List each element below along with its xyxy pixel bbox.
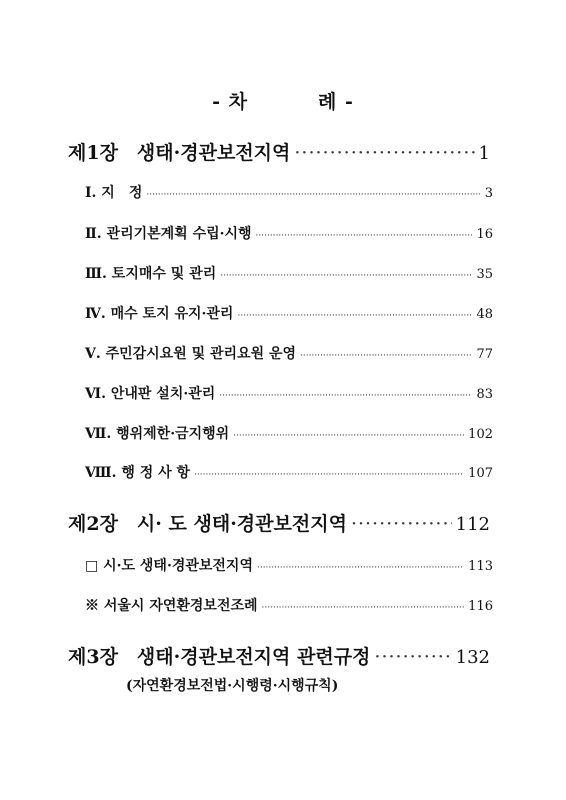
leader-dots xyxy=(257,563,464,573)
section-entry[interactable] xyxy=(85,182,493,202)
section-label: Ⅱ. 관리기본계획 수립·시행 xyxy=(85,226,252,242)
chapter-3-entry[interactable] xyxy=(68,642,490,669)
leader-dots xyxy=(219,391,472,401)
chapter-2-entry[interactable] xyxy=(68,509,490,536)
page-number: 132 xyxy=(455,647,490,668)
toc-title-right: 례 - xyxy=(318,91,354,113)
section-entry[interactable] xyxy=(85,383,493,403)
page-number: 77 xyxy=(476,347,493,362)
page-number: 16 xyxy=(476,227,493,242)
page-number: 102 xyxy=(468,427,493,442)
section-label: ※ 서울시 자연환경보전조례 xyxy=(85,598,258,614)
page-number: 116 xyxy=(468,599,493,614)
chapter-3-subtitle: (자연환경보전법·시행령·시행규칙) xyxy=(126,678,339,694)
chapter-1-entry[interactable] xyxy=(68,138,490,165)
section-entry[interactable] xyxy=(85,423,493,443)
section-label: Ⅰ. 지 정 xyxy=(85,185,143,201)
section-entry[interactable] xyxy=(85,462,493,482)
section-label: Ⅴ. 주민감시요원 및 관리요원 운영 xyxy=(85,346,297,362)
chapter-label: 제3장 생태·경관보전지역 관련규정 xyxy=(68,646,371,668)
page-number: 35 xyxy=(476,267,493,282)
leader-dots xyxy=(194,470,464,480)
section-label: □ 시·도 생태·경관보전지역 xyxy=(85,558,253,574)
section-label: Ⅶ. 행위제한·금지행위 xyxy=(85,426,230,442)
section-entry[interactable] xyxy=(85,223,493,243)
chapter-label: 제2장 시· 도 생태·경관보전지역 xyxy=(68,513,347,535)
section-entry[interactable] xyxy=(85,595,493,615)
toc-title-left: - 차 xyxy=(212,91,248,113)
page-number: 1 xyxy=(478,143,490,164)
leader-dots xyxy=(374,646,451,668)
leader-dots xyxy=(262,603,465,613)
leader-dots xyxy=(351,513,452,535)
page-number: 48 xyxy=(476,307,493,322)
leader-dots xyxy=(237,311,472,321)
page-number: 3 xyxy=(484,186,493,201)
section-label: Ⅲ. 토지매수 및 관리 xyxy=(85,266,217,282)
leader-dots xyxy=(220,271,472,281)
page-number: 107 xyxy=(468,466,493,481)
section-entry[interactable] xyxy=(85,343,493,363)
page-number: 112 xyxy=(455,514,490,535)
page-number: 83 xyxy=(476,387,493,402)
toc-title xyxy=(0,87,566,114)
section-entry[interactable] xyxy=(85,555,493,575)
leader-dots xyxy=(233,431,464,441)
page-number: 113 xyxy=(468,559,493,574)
leader-dots xyxy=(300,351,472,361)
leader-dots xyxy=(256,231,473,241)
chapter-label: 제1장 생태·경관보전지역 xyxy=(68,142,291,164)
section-entry[interactable] xyxy=(85,303,493,323)
section-entry[interactable] xyxy=(85,263,493,283)
leader-dots xyxy=(146,190,480,200)
leader-dots xyxy=(294,142,474,164)
section-label: Ⅷ. 행 정 사 항 xyxy=(85,465,191,481)
section-label: Ⅵ. 안내판 설치·관리 xyxy=(85,386,216,402)
section-label: Ⅳ. 매수 토지 유지·관리 xyxy=(85,306,234,322)
